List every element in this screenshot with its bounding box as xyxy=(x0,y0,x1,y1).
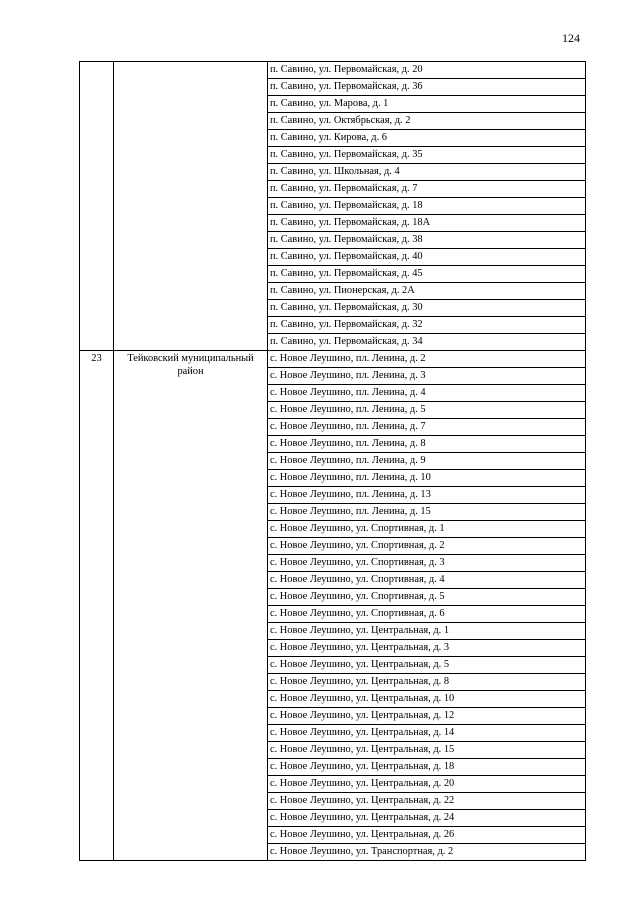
address-cell: с. Новое Леушино, ул. Центральная, д. 14 xyxy=(268,725,586,742)
table-row xyxy=(80,351,586,368)
address-cell: п. Савино, ул. Кирова, д. 6 xyxy=(268,130,586,147)
address-cell: п. Савино, ул. Пионерская, д. 2А xyxy=(268,283,586,300)
address-table-body xyxy=(80,62,586,861)
address-cell: с. Новое Леушино, ул. Спортивная, д. 5 xyxy=(268,589,586,606)
address-cell: с. Новое Леушино, ул. Спортивная, д. 4 xyxy=(268,572,586,589)
row-number: 23 xyxy=(80,351,114,861)
address-cell: с. Новое Леушино, пл. Ленина, д. 4 xyxy=(268,385,586,402)
address-cell: п. Савино, ул. Первомайская, д. 20 xyxy=(268,62,586,79)
address-cell: с. Новое Леушино, ул. Центральная, д. 26 xyxy=(268,827,586,844)
row-number xyxy=(80,62,114,351)
address-cell: с. Новое Леушино, ул. Спортивная, д. 1 xyxy=(268,521,586,538)
address-cell: п. Савино, ул. Первомайская, д. 36 xyxy=(268,79,586,96)
district-name xyxy=(114,62,268,351)
address-cell: п. Савино, ул. Школьная, д. 4 xyxy=(268,164,586,181)
address-cell: с. Новое Леушино, ул. Центральная, д. 18 xyxy=(268,759,586,776)
address-cell: п. Савино, ул. Первомайская, д. 38 xyxy=(268,232,586,249)
address-cell: п. Савино, ул. Марова, д. 1 xyxy=(268,96,586,113)
address-cell: с. Новое Леушино, ул. Спортивная, д. 3 xyxy=(268,555,586,572)
address-cell: с. Новое Леушино, ул. Центральная, д. 22 xyxy=(268,793,586,810)
table-row xyxy=(80,62,586,79)
address-cell: с. Новое Леушино, ул. Центральная, д. 15 xyxy=(268,742,586,759)
address-cell: с. Новое Леушино, ул. Спортивная, д. 6 xyxy=(268,606,586,623)
address-cell: п. Савино, ул. Первомайская, д. 34 xyxy=(268,334,586,351)
address-cell: п. Савино, ул. Первомайская, д. 30 xyxy=(268,300,586,317)
address-cell: с. Новое Леушино, ул. Спортивная, д. 2 xyxy=(268,538,586,555)
address-cell: с. Новое Леушино, пл. Ленина, д. 5 xyxy=(268,402,586,419)
address-cell: с. Новое Леушино, пл. Ленина, д. 2 xyxy=(268,351,586,368)
address-cell: п. Савино, ул. Первомайская, д. 18А xyxy=(268,215,586,232)
address-cell: п. Савино, ул. Первомайская, д. 32 xyxy=(268,317,586,334)
address-cell: п. Савино, ул. Первомайская, д. 18 xyxy=(268,198,586,215)
address-cell: с. Новое Леушино, пл. Ленина, д. 10 xyxy=(268,470,586,487)
address-cell: с. Новое Леушино, пл. Ленина, д. 8 xyxy=(268,436,586,453)
address-cell: с. Новое Леушино, ул. Центральная, д. 8 xyxy=(268,674,586,691)
address-cell: с. Новое Леушино, ул. Центральная, д. 1 xyxy=(268,623,586,640)
address-cell: с. Новое Леушино, ул. Центральная, д. 12 xyxy=(268,708,586,725)
address-cell: с. Новое Леушино, ул. Центральная, д. 20 xyxy=(268,776,586,793)
address-cell: с. Новое Леушино, пл. Ленина, д. 13 xyxy=(268,487,586,504)
address-table xyxy=(79,61,586,861)
address-cell: с. Новое Леушино, ул. Центральная, д. 3 xyxy=(268,640,586,657)
address-cell: п. Савино, ул. Первомайская, д. 40 xyxy=(268,249,586,266)
address-cell: п. Савино, ул. Октябрьская, д. 2 xyxy=(268,113,586,130)
district-name: Тейковский муниципальный район xyxy=(114,351,268,861)
address-cell: с. Новое Леушино, пл. Ленина, д. 9 xyxy=(268,453,586,470)
address-cell: с. Новое Леушино, ул. Центральная, д. 5 xyxy=(268,657,586,674)
address-cell: п. Савино, ул. Первомайская, д. 45 xyxy=(268,266,586,283)
address-cell: с. Новое Леушино, пл. Ленина, д. 15 xyxy=(268,504,586,521)
address-cell: с. Новое Леушино, пл. Ленина, д. 7 xyxy=(268,419,586,436)
address-cell: п. Савино, ул. Первомайская, д. 7 xyxy=(268,181,586,198)
page-number: 124 xyxy=(562,31,580,45)
address-cell: с. Новое Леушино, ул. Транспортная, д. 2 xyxy=(268,844,586,861)
address-cell: с. Новое Леушино, ул. Центральная, д. 24 xyxy=(268,810,586,827)
address-cell: с. Новое Леушино, пл. Ленина, д. 3 xyxy=(268,368,586,385)
address-cell: с. Новое Леушино, ул. Центральная, д. 10 xyxy=(268,691,586,708)
address-cell: п. Савино, ул. Первомайская, д. 35 xyxy=(268,147,586,164)
